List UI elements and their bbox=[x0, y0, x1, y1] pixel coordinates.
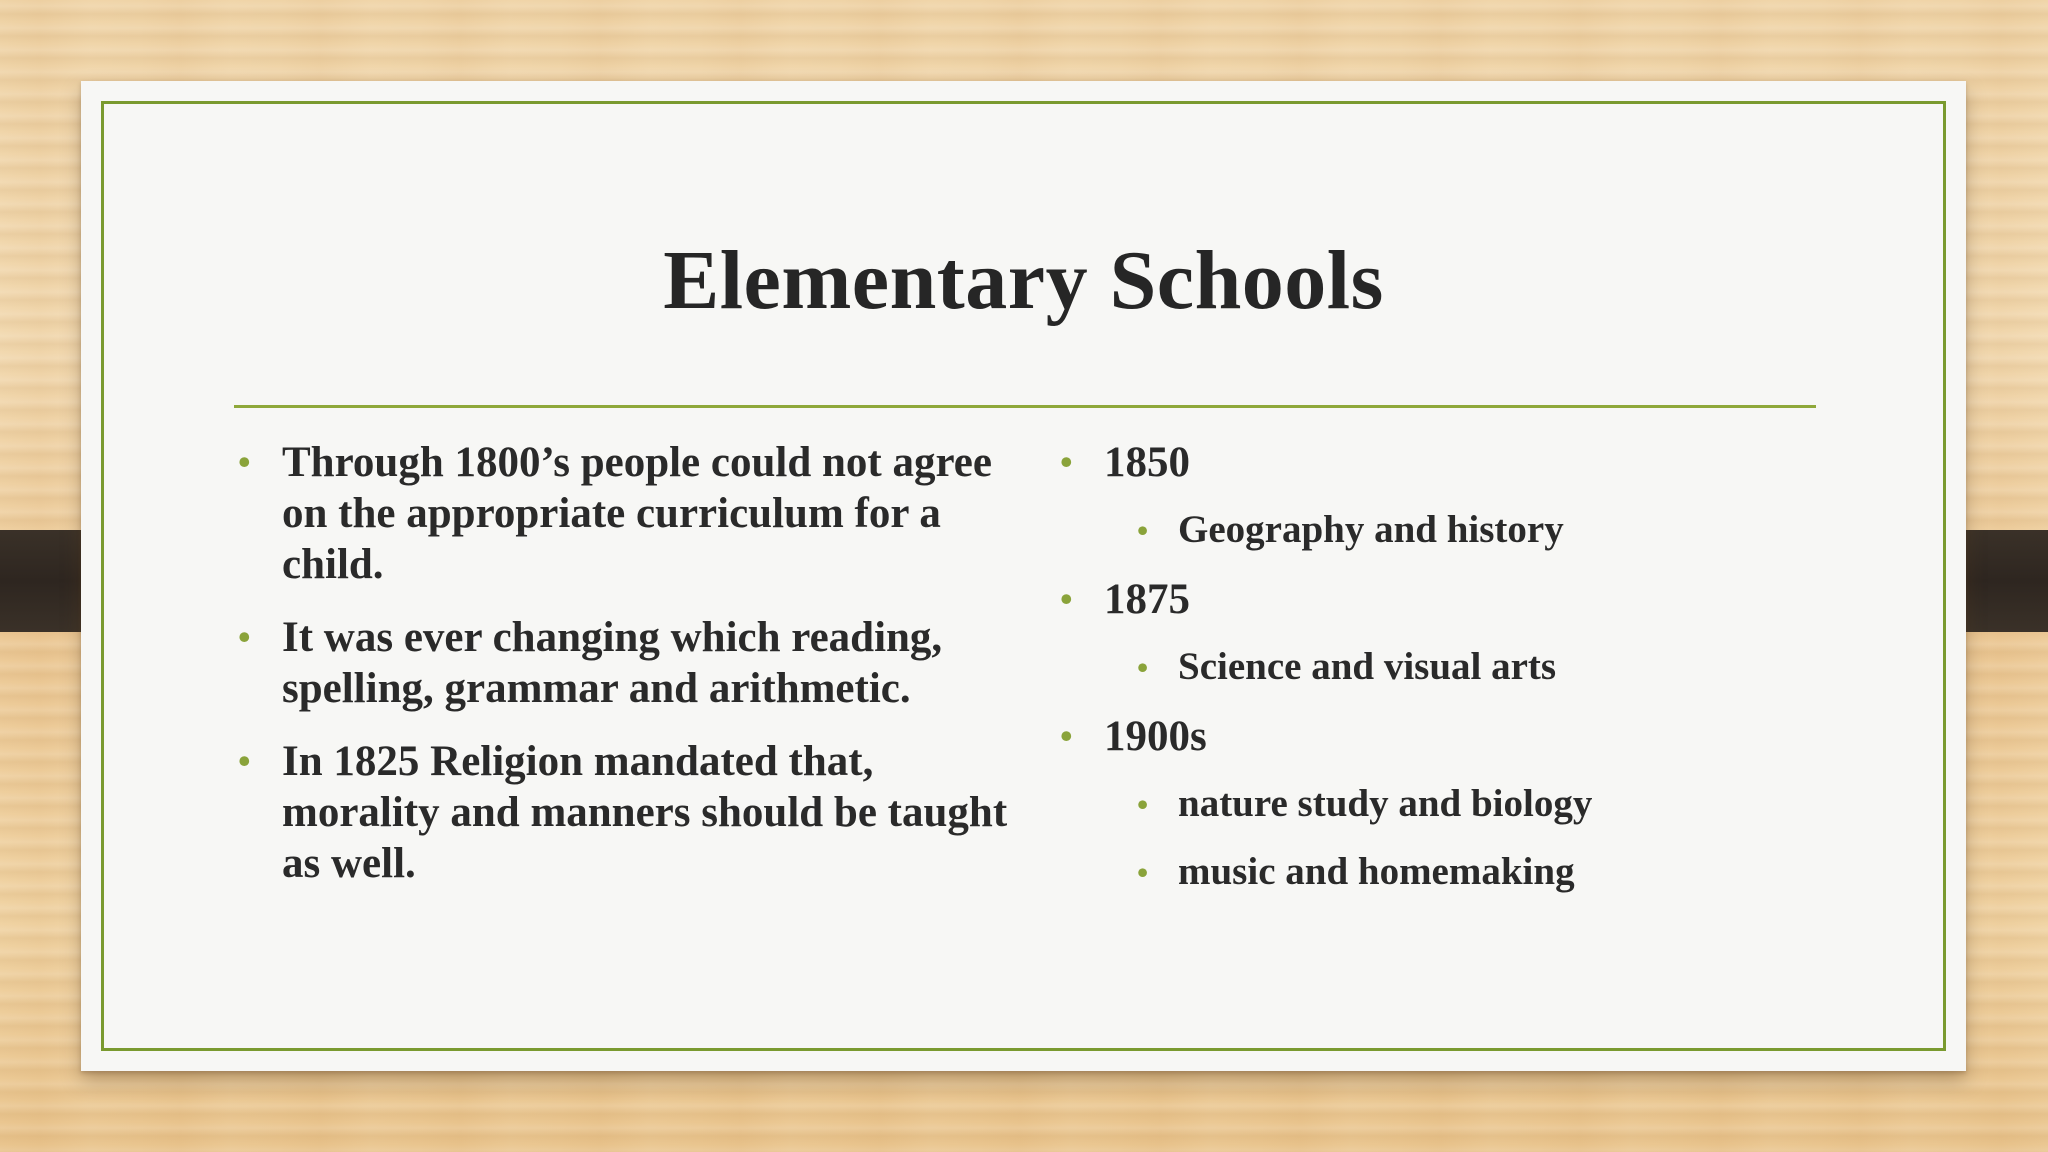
right-group-3-item-1 bbox=[1133, 779, 1836, 829]
right-group-3-item-2-text: music and homemaking bbox=[1178, 850, 1575, 893]
right-group-1-heading bbox=[1056, 437, 1836, 488]
bullet-dot-icon: • bbox=[1060, 579, 1073, 619]
right-group-2-item-1-text: Science and visual arts bbox=[1178, 645, 1557, 688]
left-column bbox=[234, 437, 1034, 911]
left-bullet-1-text: Through 1800’s people could not agree on the appropriate curriculum for a child. bbox=[282, 439, 992, 588]
right-group-3-heading bbox=[1056, 711, 1836, 762]
right-group-2-item-1 bbox=[1133, 642, 1836, 692]
right-group-2-heading-text: 1875 bbox=[1104, 576, 1190, 623]
title-divider bbox=[234, 405, 1816, 408]
left-bullet-3 bbox=[234, 736, 1034, 889]
bullet-dot-icon: • bbox=[1137, 854, 1149, 890]
bullet-dot-icon: • bbox=[1137, 512, 1149, 548]
right-group-1-heading-text: 1850 bbox=[1104, 439, 1190, 486]
right-group-3-item-2 bbox=[1133, 847, 1836, 897]
right-group-3-item-1-text: nature study and biology bbox=[1178, 782, 1593, 825]
right-column bbox=[1056, 437, 1836, 915]
bullet-dot-icon: • bbox=[1137, 786, 1149, 822]
right-group-2-heading bbox=[1056, 574, 1836, 625]
bullet-dot-icon: • bbox=[1137, 649, 1149, 685]
right-group-1-item-1-text: Geography and history bbox=[1178, 508, 1564, 551]
bullet-dot-icon: • bbox=[238, 617, 251, 657]
bullet-dot-icon: • bbox=[238, 442, 251, 482]
right-group-3-heading-text: 1900s bbox=[1104, 713, 1207, 760]
slide-title: Elementary Schools bbox=[663, 234, 1384, 327]
bullet-dot-icon: • bbox=[1060, 442, 1073, 482]
slide-card bbox=[81, 81, 1966, 1071]
left-bullet-2-text: It was ever changing which reading, spelling, grammar and arithmetic. bbox=[282, 614, 943, 712]
bullet-dot-icon: • bbox=[238, 741, 251, 781]
left-bullet-2 bbox=[234, 612, 1034, 714]
left-bullet-3-text: In 1825 Religion mandated that, morality and manners should be taught as well. bbox=[282, 738, 1008, 887]
right-group-1-item-1 bbox=[1133, 505, 1836, 555]
left-bullet-1 bbox=[234, 437, 1034, 590]
bullet-dot-icon: • bbox=[1060, 716, 1073, 756]
